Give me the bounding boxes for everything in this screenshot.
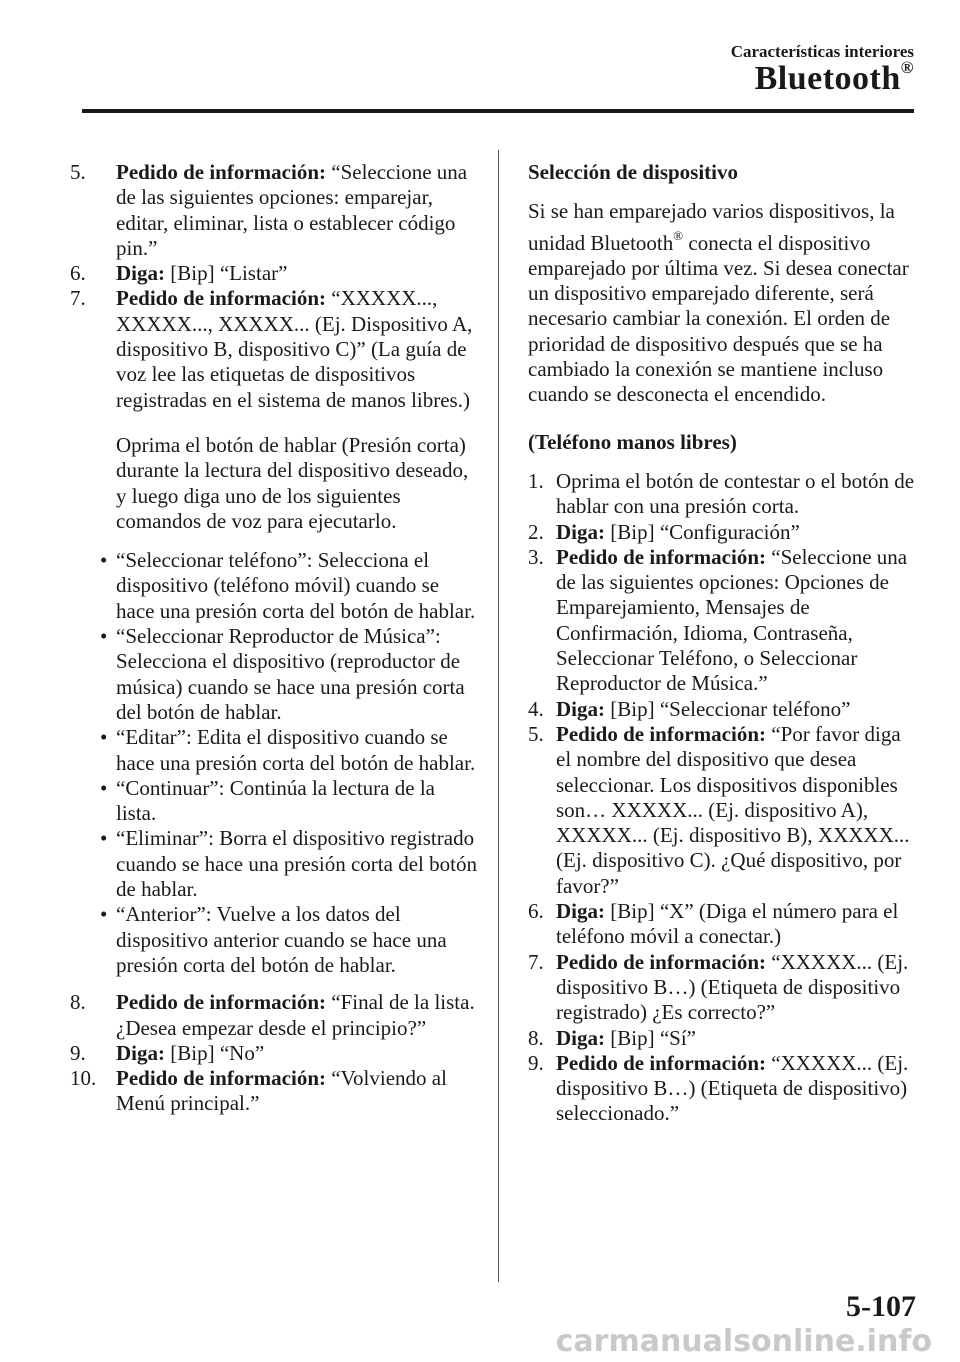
intro-text-a: Si se han emparejado varios dispositivos, la unidad Bluetooth [528, 199, 895, 255]
intro-text-b: conecta el dispositivo emparejado por última vez. Si desea conectar un dispositivo emparejado diferente, será necesario cambiar la conexión. El orden de prioridad de dispositivo después que se ha cambiado la conexión se mantiene incluso cuando se desconecta el encendido. [528, 230, 909, 407]
step-body [116, 261, 480, 286]
step-item [70, 1041, 480, 1066]
bullet-item [100, 902, 480, 978]
step-label: Pedido de información: [116, 1066, 326, 1091]
step-body [116, 1041, 480, 1066]
step-text: “Seleccione una de las siguientes opciones: Opciones de Emparejamiento, Mensajes de Confirmación, Idioma, Contraseña, Seleccionar Teléfono, o Seleccionar Reproductor de Música.” [556, 544, 908, 696]
step-text: “XXXXX... (Ej. dispositivo B…) (Etiqueta de dispositivo registrado) ¿Es correcto?” [556, 949, 909, 1025]
bullet-text: “Anterior”: Vuelve a los datos del dispositivo anterior cuando se hace una presión corta del botón de hablar. [116, 902, 447, 977]
header-rule [82, 109, 914, 113]
step-label: Diga: [556, 899, 605, 924]
section-title: Selección de dispositivo [528, 160, 739, 184]
bullet-dot: • [100, 548, 108, 573]
bullet-item [100, 776, 480, 827]
step-number: 10. [70, 1066, 97, 1091]
header-title-text: Bluetooth [754, 60, 901, 97]
step-item [528, 722, 920, 899]
bullet-text: “Editar”: Edita el dispositivo cuando se hace una presión corta del botón de hablar. [116, 725, 476, 775]
step-text: “Por favor diga el nombre del dispositivo que desea seleccionar. Los dispositivos disponibles son… XXXXX... (Ej. dispositivo A), XXXXX... (Ej. dispositivo B), XXXXX... (Ej. dispositivo C). ¿Qué dispositivo, por favor?” [556, 721, 910, 898]
step-body [556, 697, 920, 722]
step-label: Pedido de información: [556, 721, 766, 746]
step-body [556, 1051, 920, 1127]
bullet-dot: • [100, 624, 108, 649]
step-number: 4. [528, 696, 544, 721]
step-label: Diga: [116, 261, 165, 286]
step-number: 7. [528, 949, 544, 974]
bullet-item [100, 548, 480, 624]
bullet-text: “Continuar”: Continúa la lectura de la lista. [116, 775, 435, 826]
step-label: Pedido de información: [556, 544, 766, 569]
step-number: 6. [528, 899, 544, 924]
step-number: 8. [528, 1025, 544, 1050]
bullet-text: “Eliminar”: Borra el dispositivo registrado cuando se hace una presión corta del botón de hablar. [116, 826, 477, 902]
step-item [70, 286, 480, 412]
step-item [528, 545, 920, 697]
step-list-a [70, 160, 480, 413]
right-column [528, 160, 920, 1127]
step-label: Diga: [116, 1040, 165, 1065]
step-label: Diga: [556, 696, 605, 721]
step-text: [Bip] “Listar” [165, 261, 288, 286]
step-body [556, 1026, 920, 1051]
header-title [754, 57, 914, 98]
step-item [528, 697, 920, 722]
bullet-dot: • [100, 826, 108, 851]
step-number: 6. [70, 261, 86, 286]
step-body [116, 286, 480, 412]
step-text: “XXXXX..., XXXXX..., XXXXX... (Ej. Dispositivo A, dispositivo B, dispositivo C)” (La guía de voz lee las etiquetas de dispositivos registradas en el sistema de manos libres.) [116, 286, 473, 412]
step-body [556, 545, 920, 697]
bullet-item [100, 826, 480, 902]
step-item [528, 950, 920, 1026]
bullet-dot: • [100, 902, 108, 927]
step-item [528, 899, 920, 950]
step-item [528, 469, 920, 520]
step-text: [Bip] “X” (Diga el número para el teléfono móvil a conectar.) [556, 899, 899, 949]
step-number: 1. [528, 468, 544, 493]
registered-mark: ® [673, 227, 684, 243]
page-number: 5-107 [846, 1290, 916, 1323]
bullet-item [100, 624, 480, 725]
step-text: “Volviendo al Menú principal.” [116, 1066, 447, 1116]
step-item [528, 1051, 920, 1127]
step-label: Pedido de información: [116, 990, 326, 1015]
step-item [70, 160, 480, 261]
step-item [70, 261, 480, 286]
bullet-item [100, 725, 480, 776]
step-number: 9. [70, 1040, 86, 1065]
bullet-text: “Seleccionar teléfono”: Selecciona el dispositivo (teléfono móvil) cuando se hace una presión corta del botón de hablar. [116, 548, 476, 623]
step-text: Oprima el botón de contestar o el botón de hablar con una presión corta. [556, 468, 915, 519]
step-label: Pedido de información: [556, 1050, 766, 1075]
step-body [556, 899, 920, 950]
header-title-sup: ® [900, 57, 914, 77]
step-label: Pedido de información: [556, 949, 766, 974]
step-text: [Bip] “Configuración” [605, 519, 800, 544]
step-item [528, 1026, 920, 1051]
intro-paragraph [528, 199, 920, 407]
step-number: 3. [528, 544, 544, 569]
bullet-text: “Seleccionar Reproductor de Música”: Selecciona el dispositivo (reproductor de música) cuando se hace una presión corta del botón de hablar. [116, 624, 465, 724]
bullet-dot: • [100, 725, 108, 750]
step-body [116, 990, 480, 1041]
step-number: 7. [70, 286, 86, 311]
header-subtitle: Características interiores [730, 42, 914, 61]
step-body [556, 950, 920, 1026]
step-text: [Bip] “Sí” [605, 1025, 696, 1050]
step-number: 5. [70, 160, 86, 184]
step-text: “Seleccione una de las siguientes opciones: emparejar, editar, eliminar, lista o establecer código pin.” [116, 160, 468, 260]
column-divider [498, 150, 499, 1282]
subheading: (Teléfono manos libres) [528, 429, 737, 454]
step-label: Pedido de información: [116, 160, 326, 184]
step-text: “XXXXX... (Ej. dispositivo B…) (Etiqueta de dispositivo) seleccionado.” [556, 1050, 909, 1126]
step-number: 8. [70, 990, 86, 1015]
step-body [116, 160, 480, 261]
instruction-paragraph: Oprima el botón de hablar (Presión corta) durante la lectura del dispositivo deseado, y luego diga uno de los siguientes comandos de voz para ejecutarlo. [116, 432, 469, 533]
step-label: Diga: [556, 519, 605, 544]
step-list-right [528, 469, 920, 1127]
step-item [70, 990, 480, 1041]
bullet-dot: • [100, 775, 108, 800]
step-item [70, 1066, 480, 1117]
step-number: 2. [528, 519, 544, 544]
step-body [556, 520, 920, 545]
step-number: 9. [528, 1050, 544, 1075]
watermark: carmanualsonline.info [555, 1324, 932, 1359]
step-body [556, 469, 920, 520]
step-item [528, 520, 920, 545]
step-text: [Bip] “Seleccionar teléfono” [605, 696, 851, 721]
step-body [556, 722, 920, 899]
step-list-b [70, 990, 480, 1116]
step-text: [Bip] “No” [165, 1040, 265, 1065]
step-text: “Final de la lista. ¿Desea empezar desde el principio?” [116, 990, 475, 1040]
step-number: 5. [528, 721, 544, 746]
command-bullet-list [100, 548, 480, 978]
step-label: Pedido de información: [116, 286, 326, 311]
step-label: Diga: [556, 1025, 605, 1050]
step-body [116, 1066, 480, 1117]
left-column [70, 160, 480, 1117]
